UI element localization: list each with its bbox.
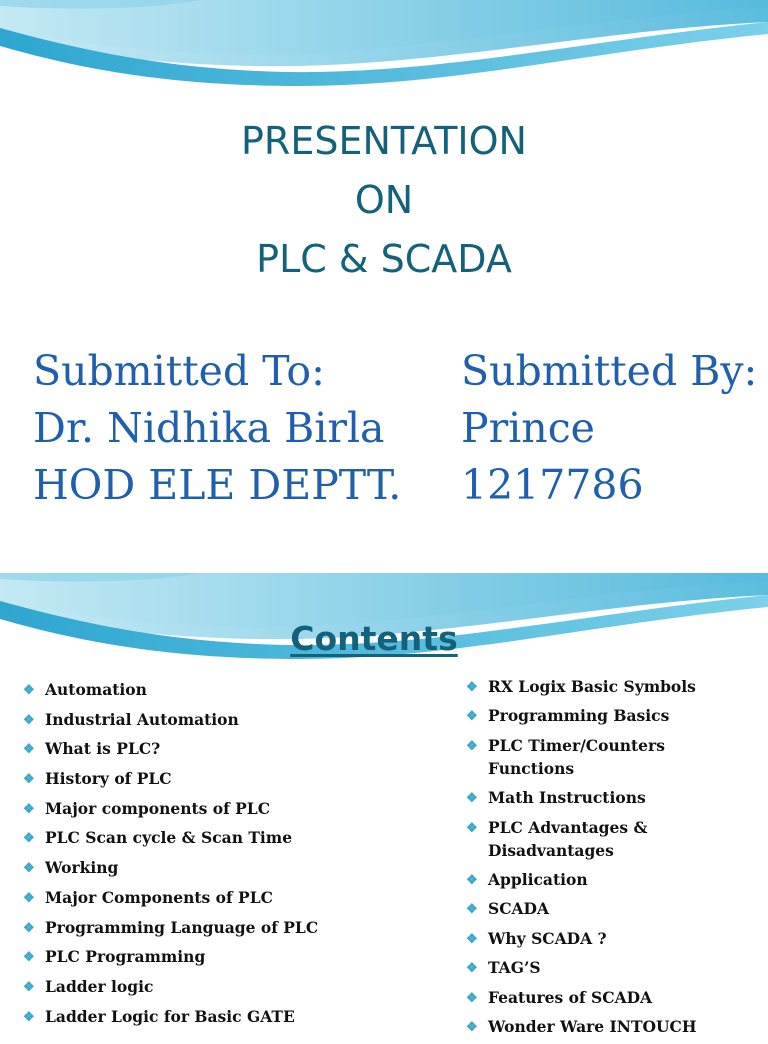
diamond-bullet-icon: ❖ — [466, 709, 478, 725]
list-item: ❖ PLC Advantages & Disadvantages — [466, 817, 648, 860]
submitted-to-block — [33, 343, 401, 514]
diamond-bullet-icon: ❖ — [466, 872, 478, 888]
diamond-bullet-icon: ❖ — [23, 979, 35, 995]
contents-heading: Contents — [290, 619, 458, 658]
title-line-2: ON — [354, 178, 414, 222]
list-item: ❖ Industrial Automation — [20, 708, 318, 738]
submitted-by-id: 1217786 — [461, 461, 644, 509]
diamond-bullet-icon: ❖ — [23, 950, 35, 966]
diamond-bullet-icon: ❖ — [466, 931, 478, 947]
submitted-to-role: HOD ELE DEPTT. — [33, 461, 402, 509]
diamond-bullet-icon: ❖ — [466, 738, 478, 754]
list-item: ❖ Math Instructions — [463, 786, 697, 809]
submitted-to-name: Dr. Nidhika Birla — [33, 404, 385, 452]
title-line-3: PLC & SCADA — [256, 237, 512, 281]
list-item: ❖ What is PLC? — [20, 737, 318, 767]
list-item: ❖ PLC Timer/Counters Functions — [466, 735, 665, 778]
list-item: ❖ TAG’S — [463, 956, 697, 979]
diamond-bullet-icon: ❖ — [466, 961, 478, 977]
list-item: ❖ Programming Basics — [463, 704, 697, 727]
diamond-bullet-icon: ❖ — [23, 712, 35, 728]
list-item: ❖ Ladder Logic for Basic GATE — [20, 1005, 318, 1035]
list-item: ❖ Programming Language of PLC — [20, 916, 318, 946]
diamond-bullet-icon: ❖ — [23, 831, 35, 847]
diamond-bullet-icon: ❖ — [466, 902, 478, 918]
header-swoosh-graphic — [0, 0, 768, 90]
diamond-bullet-icon: ❖ — [23, 772, 35, 788]
diamond-bullet-icon: ❖ — [23, 1009, 35, 1025]
diamond-bullet-icon: ❖ — [23, 920, 35, 936]
diamond-bullet-icon: ❖ — [23, 890, 35, 906]
diamond-bullet-icon: ❖ — [23, 861, 35, 877]
list-item: ❖ PLC Programming — [20, 945, 318, 975]
list-item: ❖ Ladder logic — [20, 975, 318, 1005]
diamond-bullet-icon: ❖ — [466, 791, 478, 807]
list-item: ❖ RX Logix Basic Symbols — [463, 675, 697, 698]
list-item: ❖ PLC Scan cycle & Scan Time — [20, 826, 318, 856]
diamond-bullet-icon: ❖ — [466, 680, 478, 695]
title-line-1: PRESENTATION — [241, 119, 527, 163]
diamond-bullet-icon: ❖ — [466, 1019, 478, 1035]
contents-list-right — [463, 675, 697, 1044]
list-item: ❖ Wonder Ware INTOUCH — [463, 1015, 697, 1038]
contents-list-left — [20, 678, 318, 1034]
submitted-to-heading: Submitted To: — [33, 347, 325, 395]
list-item: ❖ Automation — [20, 678, 318, 708]
list-item: ❖ Working — [20, 856, 318, 886]
list-item: ❖ Major components of PLC — [20, 797, 318, 827]
list-item: ❖ Why SCADA ? — [463, 927, 697, 950]
diamond-bullet-icon: ❖ — [466, 990, 478, 1006]
contents-slide — [0, 573, 768, 1036]
list-item: ❖ Application — [463, 868, 697, 891]
submitted-by-name: Prince — [461, 404, 595, 452]
diamond-bullet-icon: ❖ — [466, 820, 478, 836]
list-item: ❖ History of PLC — [20, 767, 318, 797]
list-item: ❖ Major Components of PLC — [20, 886, 318, 916]
list-item: ❖ SCADA — [463, 897, 697, 920]
diamond-bullet-icon: ❖ — [23, 742, 35, 758]
diamond-bullet-icon: ❖ — [23, 801, 35, 817]
diamond-bullet-icon: ❖ — [23, 683, 35, 698]
presentation-title — [0, 112, 768, 289]
list-item: ❖ Features of SCADA — [463, 986, 697, 1009]
submitted-by-block — [461, 343, 757, 514]
submitted-by-heading: Submitted By: — [461, 347, 758, 395]
